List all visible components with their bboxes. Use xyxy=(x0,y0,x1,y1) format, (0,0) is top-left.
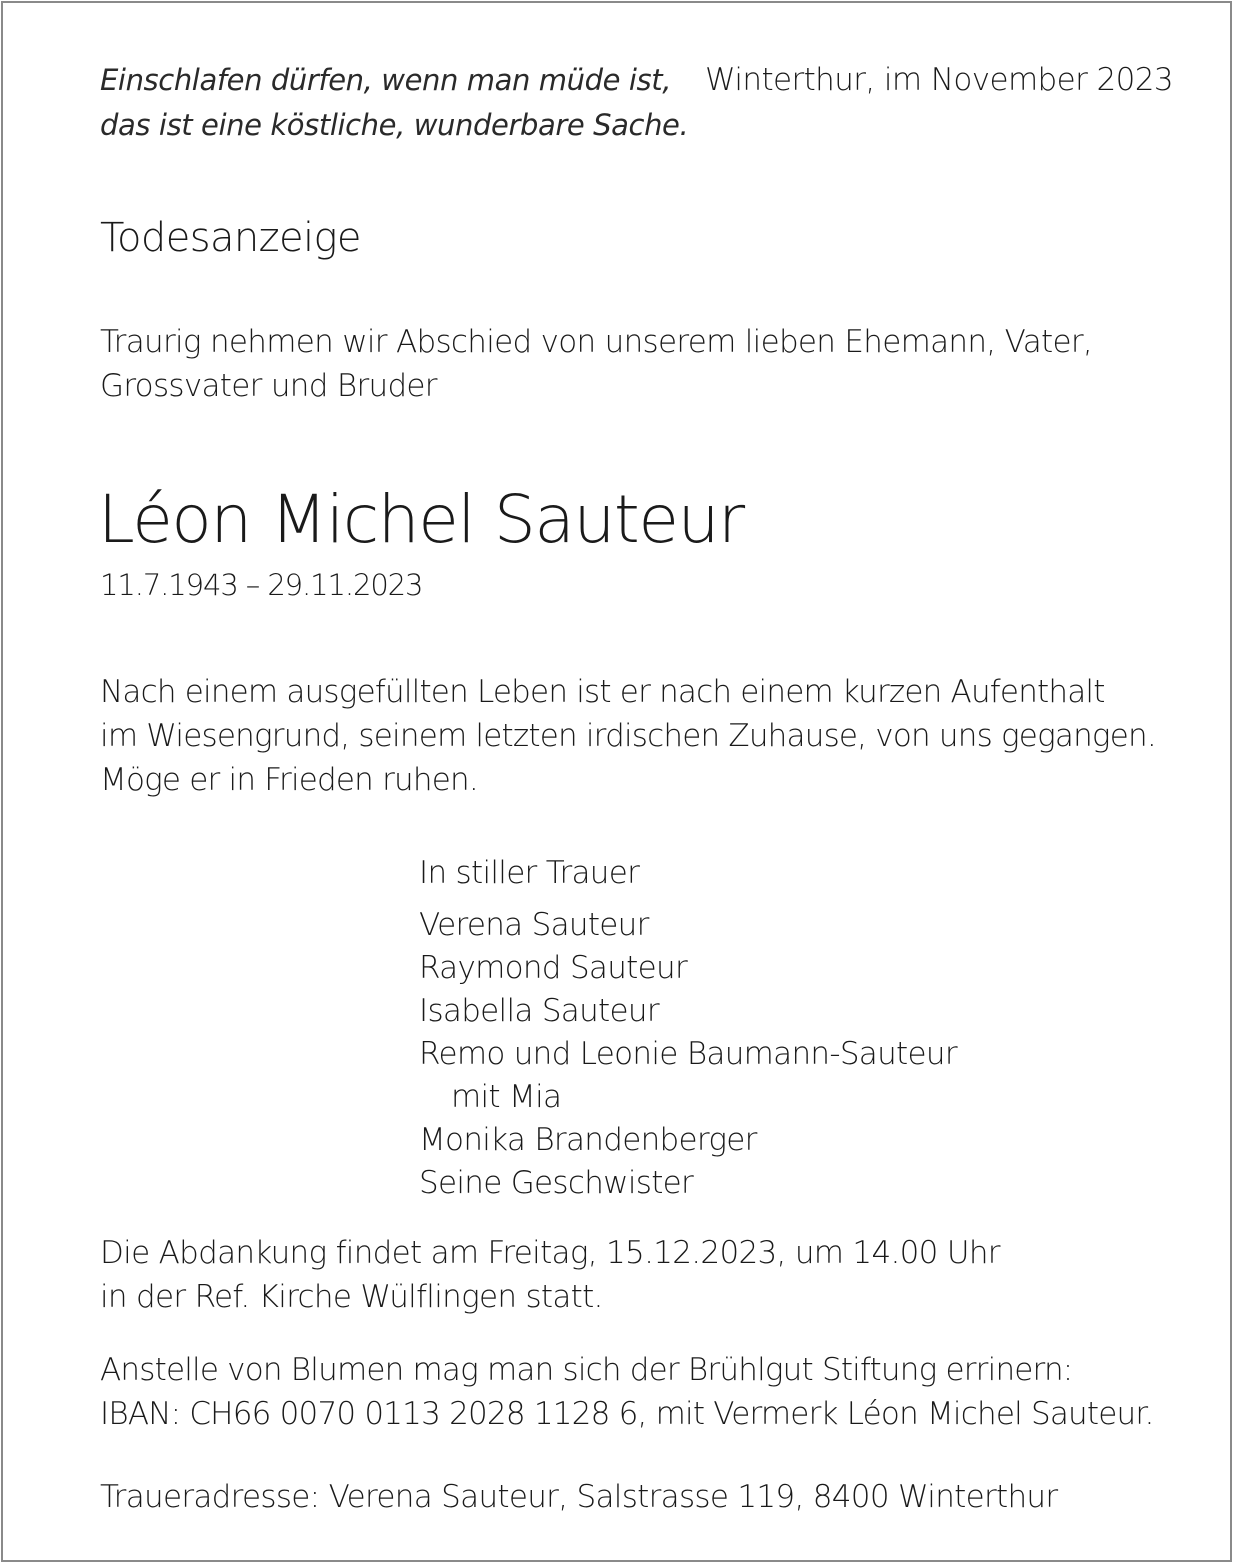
mourner-name: Remo und Leonie Baumann-Sauteur xyxy=(419,1036,957,1072)
mourners-list xyxy=(419,904,957,1205)
body-line: im Wiesengrund, seinem letzten irdischen Zuhause, von uns gegangen. xyxy=(100,718,1156,754)
body-text xyxy=(100,670,1156,802)
donation-line: IBAN: CH66 0070 0113 2028 1128 6, mit Vermerk Léon Michel Sauteur. xyxy=(100,1396,1154,1432)
place-date: Winterthur, im November 2023 xyxy=(705,62,1173,98)
mourner-name: Verena Sauteur xyxy=(419,907,649,943)
mourner-name: Monika Brandenberger xyxy=(419,1122,757,1158)
mourner-name: Raymond Sauteur xyxy=(419,950,687,986)
motto-line: das ist eine köstliche, wunderbare Sache. xyxy=(100,108,689,142)
donation-info xyxy=(100,1348,1154,1436)
notice-heading: Todesanzeige xyxy=(100,215,361,261)
mourner-name: mit Mia xyxy=(451,1079,562,1115)
motto-quote xyxy=(100,58,688,148)
service-line: in der Ref. Kirche Wülflingen statt. xyxy=(100,1279,603,1315)
life-dates: 11.7.1943 – 29.11.2023 xyxy=(100,568,423,602)
donation-line: Anstelle von Blumen mag man sich der Brühlgut Stiftung errinern: xyxy=(100,1352,1073,1388)
motto-line: Einschlafen dürfen, wenn man müde ist, xyxy=(100,63,672,97)
deceased-name: Léon Michel Sauteur xyxy=(98,481,744,558)
mourner-name: Isabella Sauteur xyxy=(419,993,659,1029)
mourning-address: Traueradresse: Verena Sauteur, Salstrasse 119, 8400 Winterthur xyxy=(100,1479,1058,1515)
body-line: Nach einem ausgefüllten Leben ist er nach einem kurzen Aufenthalt xyxy=(100,674,1105,710)
intro-text xyxy=(100,320,1092,408)
service-line: Die Abdankung findet am Freitag, 15.12.2023, um 14.00 Uhr xyxy=(100,1235,1000,1271)
intro-line: Grossvater und Bruder xyxy=(100,368,437,404)
mourning-label: In stiller Trauer xyxy=(419,855,640,891)
body-line: Möge er in Frieden ruhen. xyxy=(100,762,478,798)
intro-line: Traurig nehmen wir Abschied von unserem lieben Ehemann, Vater, xyxy=(100,324,1093,360)
service-info xyxy=(100,1231,1000,1319)
mourner-name: Seine Geschwister xyxy=(419,1165,694,1201)
